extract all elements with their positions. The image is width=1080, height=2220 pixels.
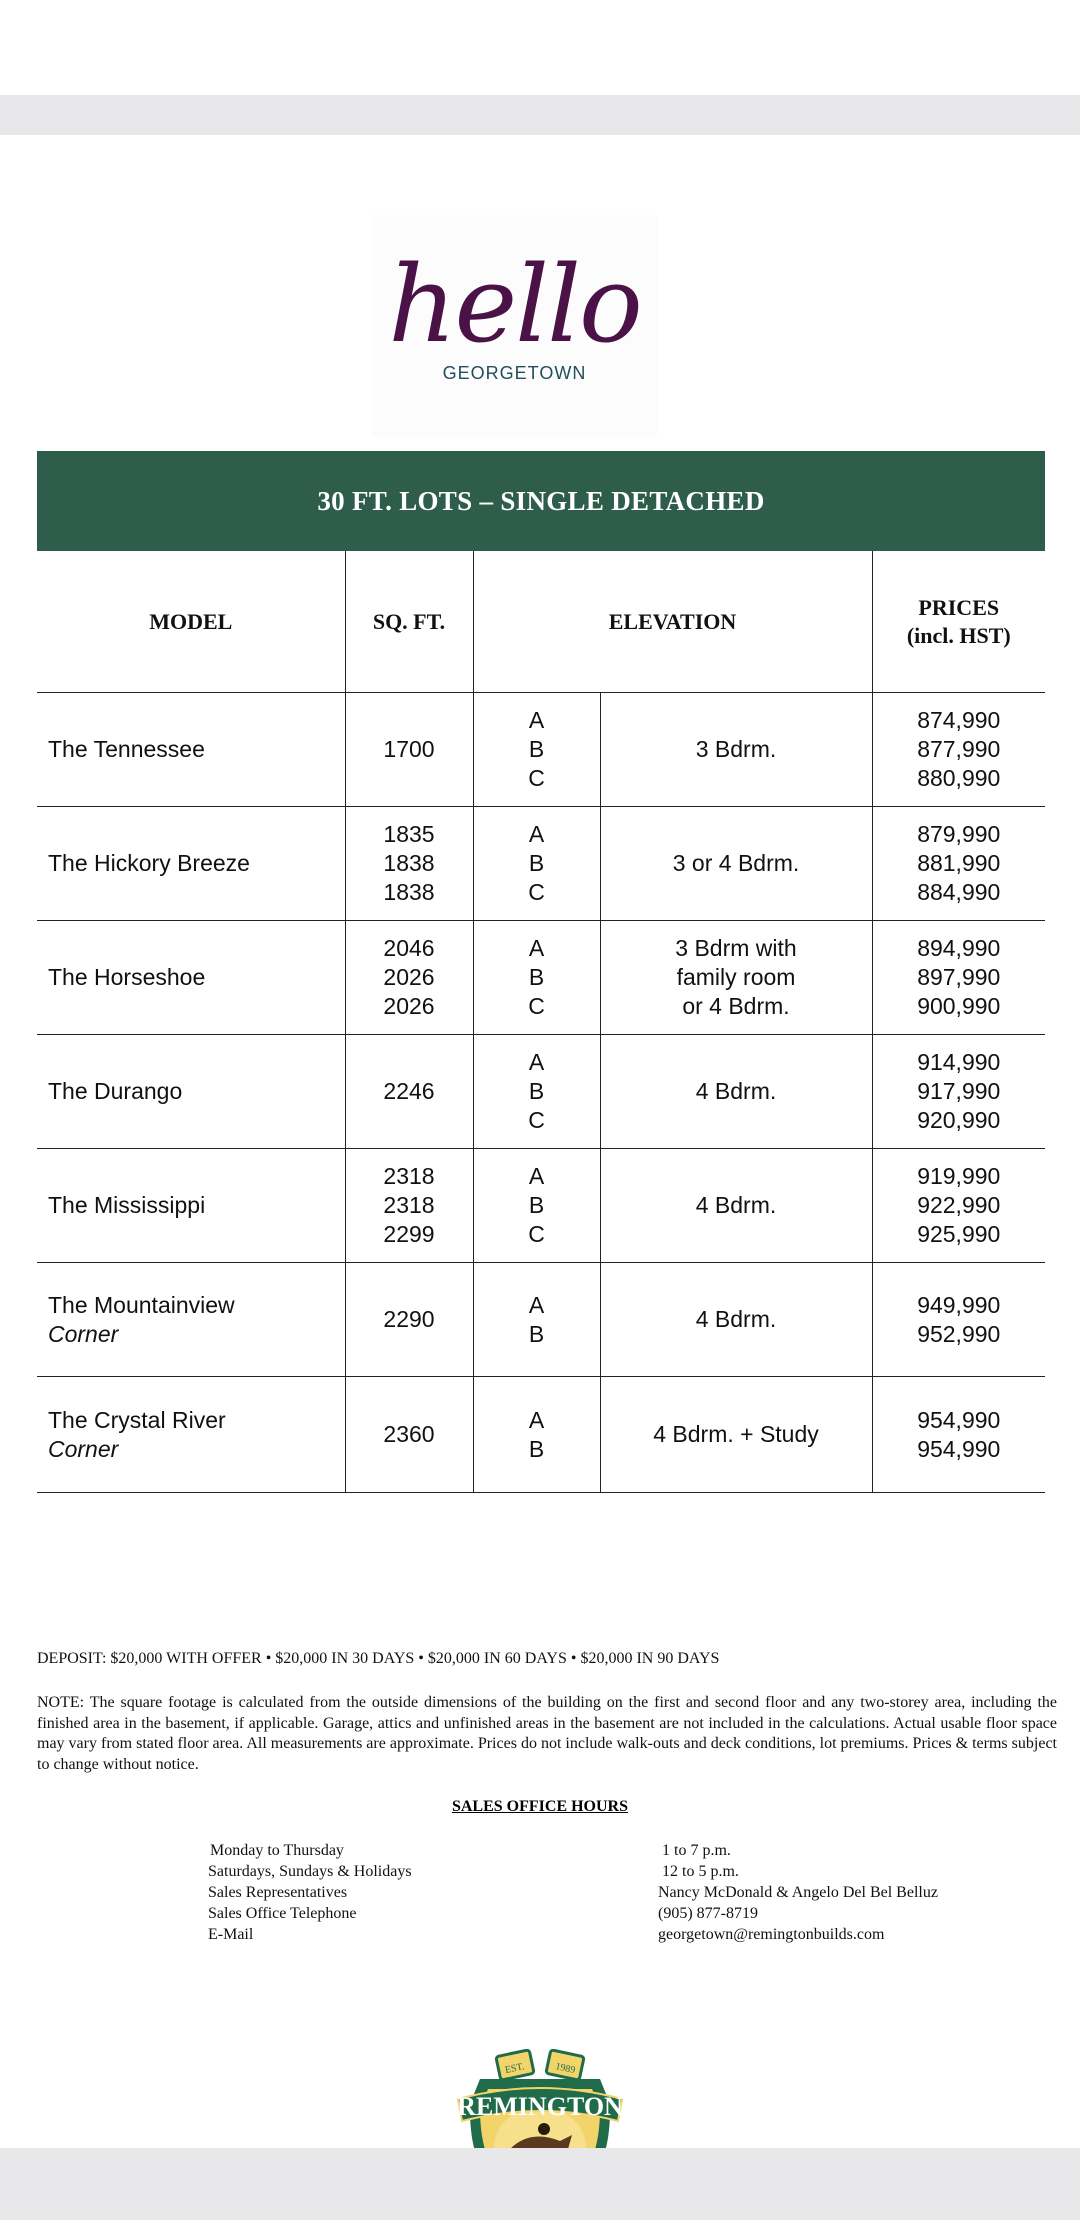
deposit-terms: DEPOSIT: $20,000 WITH OFFER • $20,000 IN 30 DAYS • $20,000 IN 60 DAYS • $20,000 IN 90 DAYS <box>37 1650 720 1667</box>
table-row <box>37 1035 1045 1149</box>
cell-line: 3 or 4 Bdrm. <box>672 850 800 876</box>
cell-line: 900,990 <box>917 993 1001 1019</box>
cell-line: 1700 <box>383 736 435 762</box>
cell-elevation <box>473 1149 600 1263</box>
cell-sqft <box>345 1149 473 1263</box>
cell-line: 914,990 <box>917 1049 1001 1075</box>
model-name: The Horseshoe <box>48 964 206 990</box>
cell-prices <box>872 1035 1045 1149</box>
cell-line: B <box>528 1078 545 1104</box>
cell-bedrooms <box>600 693 872 807</box>
cell-prices <box>872 807 1045 921</box>
cell-line: 4 Bdrm. <box>695 1078 777 1104</box>
hours-value: 1 to 7 p.m. <box>662 1842 731 1859</box>
cell-elevation <box>473 1263 600 1377</box>
cell-line: 2026 <box>383 993 435 1019</box>
cell-line: A <box>528 935 545 961</box>
cell-line: 2246 <box>383 1078 435 1104</box>
cell-line: B <box>528 964 545 990</box>
header-sqft: SQ. FT. <box>345 551 473 693</box>
model-name: The Crystal River <box>48 1406 226 1433</box>
cell-prices <box>872 921 1045 1035</box>
cell-line: 920,990 <box>917 1107 1001 1133</box>
cell-sqft <box>345 1263 473 1377</box>
cell-line: 954,990 <box>917 1435 1001 1462</box>
cell-line: 2318 <box>383 1163 435 1189</box>
cell-line: A <box>528 707 545 733</box>
hours-label: Monday to Thursday <box>210 1842 344 1859</box>
header-model: MODEL <box>149 608 233 634</box>
cell-line: family room <box>676 964 796 990</box>
cell-line: 897,990 <box>917 964 1001 990</box>
cell-line: A <box>528 1163 545 1189</box>
logo-est: EST. <box>504 2061 526 2077</box>
cell-bedrooms <box>600 1035 872 1149</box>
model-name: The Durango <box>48 1078 183 1104</box>
cell-elevation <box>473 1377 600 1493</box>
logo-year: 1989 <box>554 2061 577 2077</box>
hours-label: Saturdays, Sundays & Holidays <box>208 1863 412 1880</box>
cell-line: C <box>528 993 545 1019</box>
cell-line: 894,990 <box>917 935 1001 961</box>
table-row <box>37 1149 1045 1263</box>
cell-line: 2046 <box>383 935 435 961</box>
cell-line: 1838 <box>383 879 435 905</box>
header-prices-line1: PRICES <box>918 594 1000 620</box>
cell-model <box>37 1377 345 1493</box>
cell-line: 880,990 <box>917 765 1001 791</box>
cell-bedrooms <box>600 1149 872 1263</box>
hours-value: Nancy McDonald & Angelo Del Bel Belluz <box>658 1884 938 1901</box>
cell-prices <box>872 1149 1045 1263</box>
cell-line: C <box>528 1221 545 1247</box>
cell-line: 4 Bdrm. + Study <box>653 1421 819 1447</box>
sales-hours-labels <box>208 1840 412 1945</box>
header-prices-line2: (incl. HST) <box>906 622 1011 648</box>
price-grid <box>37 551 1045 1493</box>
cell-line: A <box>528 821 545 847</box>
logo-word: hello <box>388 243 641 366</box>
cell-line: B <box>528 850 545 876</box>
model-subtitle: Corner <box>48 1320 119 1347</box>
header-prices <box>872 551 1045 693</box>
cell-model <box>37 1035 345 1149</box>
cell-line: 877,990 <box>917 736 1001 762</box>
cell-line: 2360 <box>383 1421 435 1447</box>
cell-elevation <box>473 807 600 921</box>
cell-line: A <box>528 1291 545 1318</box>
cell-line: 1838 <box>383 850 435 876</box>
table-banner: 30 FT. LOTS – SINGLE DETACHED <box>37 451 1045 551</box>
cell-model <box>37 921 345 1035</box>
hours-label: E-Mail <box>208 1926 254 1943</box>
cell-model <box>37 807 345 921</box>
cell-elevation <box>473 1035 600 1149</box>
cell-line: B <box>528 1192 545 1218</box>
cell-sqft <box>345 693 473 807</box>
cell-elevation <box>473 921 600 1035</box>
hours-label: Sales Office Telephone <box>208 1905 357 1922</box>
cell-bedrooms <box>600 1263 872 1377</box>
table-row <box>37 807 1045 921</box>
pricing-table <box>37 451 1045 1493</box>
cell-line: C <box>528 1107 545 1133</box>
cell-model <box>37 1149 345 1263</box>
cell-sqft <box>345 807 473 921</box>
cell-line: 3 Bdrm. <box>695 736 777 762</box>
model-name: The Tennessee <box>48 736 205 762</box>
cell-prices <box>872 1377 1045 1493</box>
viewer-top-gap <box>0 95 1080 135</box>
cell-line: B <box>528 1320 545 1347</box>
cell-line: 952,990 <box>917 1320 1001 1347</box>
cell-sqft <box>345 921 473 1035</box>
cell-sqft <box>345 1377 473 1493</box>
model-subtitle: Corner <box>48 1435 119 1462</box>
hours-value: (905) 877-8719 <box>658 1905 758 1922</box>
header-elevation: ELEVATION <box>473 551 872 693</box>
viewer-bottom-gap <box>0 2148 1080 2220</box>
model-name: The Hickory Breeze <box>48 850 250 876</box>
cell-line: 2299 <box>383 1221 435 1247</box>
cell-line: C <box>528 765 545 791</box>
cell-line: 2318 <box>383 1192 435 1218</box>
cell-line: 4 Bdrm. <box>695 1306 777 1332</box>
hello-georgetown-logo <box>372 215 657 437</box>
cell-line: 879,990 <box>917 821 1001 847</box>
cell-sqft <box>345 1035 473 1149</box>
cell-bedrooms <box>600 807 872 921</box>
sales-hours-values <box>658 1840 938 1945</box>
cell-line: B <box>528 1435 545 1462</box>
table-row <box>37 693 1045 807</box>
cell-line: 917,990 <box>917 1078 1001 1104</box>
cell-line: 922,990 <box>917 1192 1001 1218</box>
cell-line: 919,990 <box>917 1163 1001 1189</box>
top-status-area <box>0 0 1080 95</box>
cell-prices <box>872 1263 1045 1377</box>
hours-label: Sales Representatives <box>208 1884 348 1901</box>
cell-line: A <box>528 1406 545 1433</box>
cell-line: 884,990 <box>917 879 1001 905</box>
cell-model <box>37 1263 345 1377</box>
table-row <box>37 1377 1045 1493</box>
sales-hours-title: SALES OFFICE HOURS <box>451 1798 629 1815</box>
model-name: The Mississippi <box>48 1192 206 1218</box>
hours-value: 12 to 5 p.m. <box>662 1863 739 1880</box>
cell-line: 2290 <box>383 1306 435 1332</box>
cell-elevation <box>473 693 600 807</box>
cell-line: 881,990 <box>917 850 1001 876</box>
cell-bedrooms <box>600 921 872 1035</box>
cell-line: 874,990 <box>917 707 1001 733</box>
cell-model <box>37 693 345 807</box>
document-page <box>0 135 1080 2148</box>
cell-line: or 4 Bdrm. <box>682 993 790 1019</box>
cell-line: 3 Bdrm with <box>675 935 797 961</box>
model-name: The Mountainview <box>48 1291 235 1318</box>
logo-subtitle: GEORGETOWN <box>442 363 587 383</box>
cell-line: 2026 <box>383 964 435 990</box>
cell-line: 1835 <box>383 821 435 847</box>
cell-prices <box>872 693 1045 807</box>
cell-line: C <box>528 879 545 905</box>
cell-line: 949,990 <box>917 1291 1001 1318</box>
cell-bedrooms <box>600 1377 872 1493</box>
cell-line: 954,990 <box>917 1406 1001 1433</box>
logo-remington-text: REMINGTON <box>457 2092 623 2121</box>
hours-value: georgetown@remingtonbuilds.com <box>658 1926 885 1943</box>
cell-line: 925,990 <box>917 1221 1001 1247</box>
table-row <box>37 1263 1045 1377</box>
cell-line: 4 Bdrm. <box>695 1192 777 1218</box>
cell-line: A <box>528 1049 545 1075</box>
cell-line: B <box>528 736 545 762</box>
table-row <box>37 921 1045 1035</box>
square-footage-note: NOTE: The square footage is calculated from the outside dimensions of the building on the first and second floor and any two-storey area, including the finished area in the basement, if applicable. Garage, attics and unfinished areas in the basement are not included in the calculations. Actual usable floor space may vary from stated floor area. All measurements are approximate. Prices do not include walk-outs and deck conditions, lot premiums. Prices & terms subject to change without notice. <box>37 1694 1057 1773</box>
